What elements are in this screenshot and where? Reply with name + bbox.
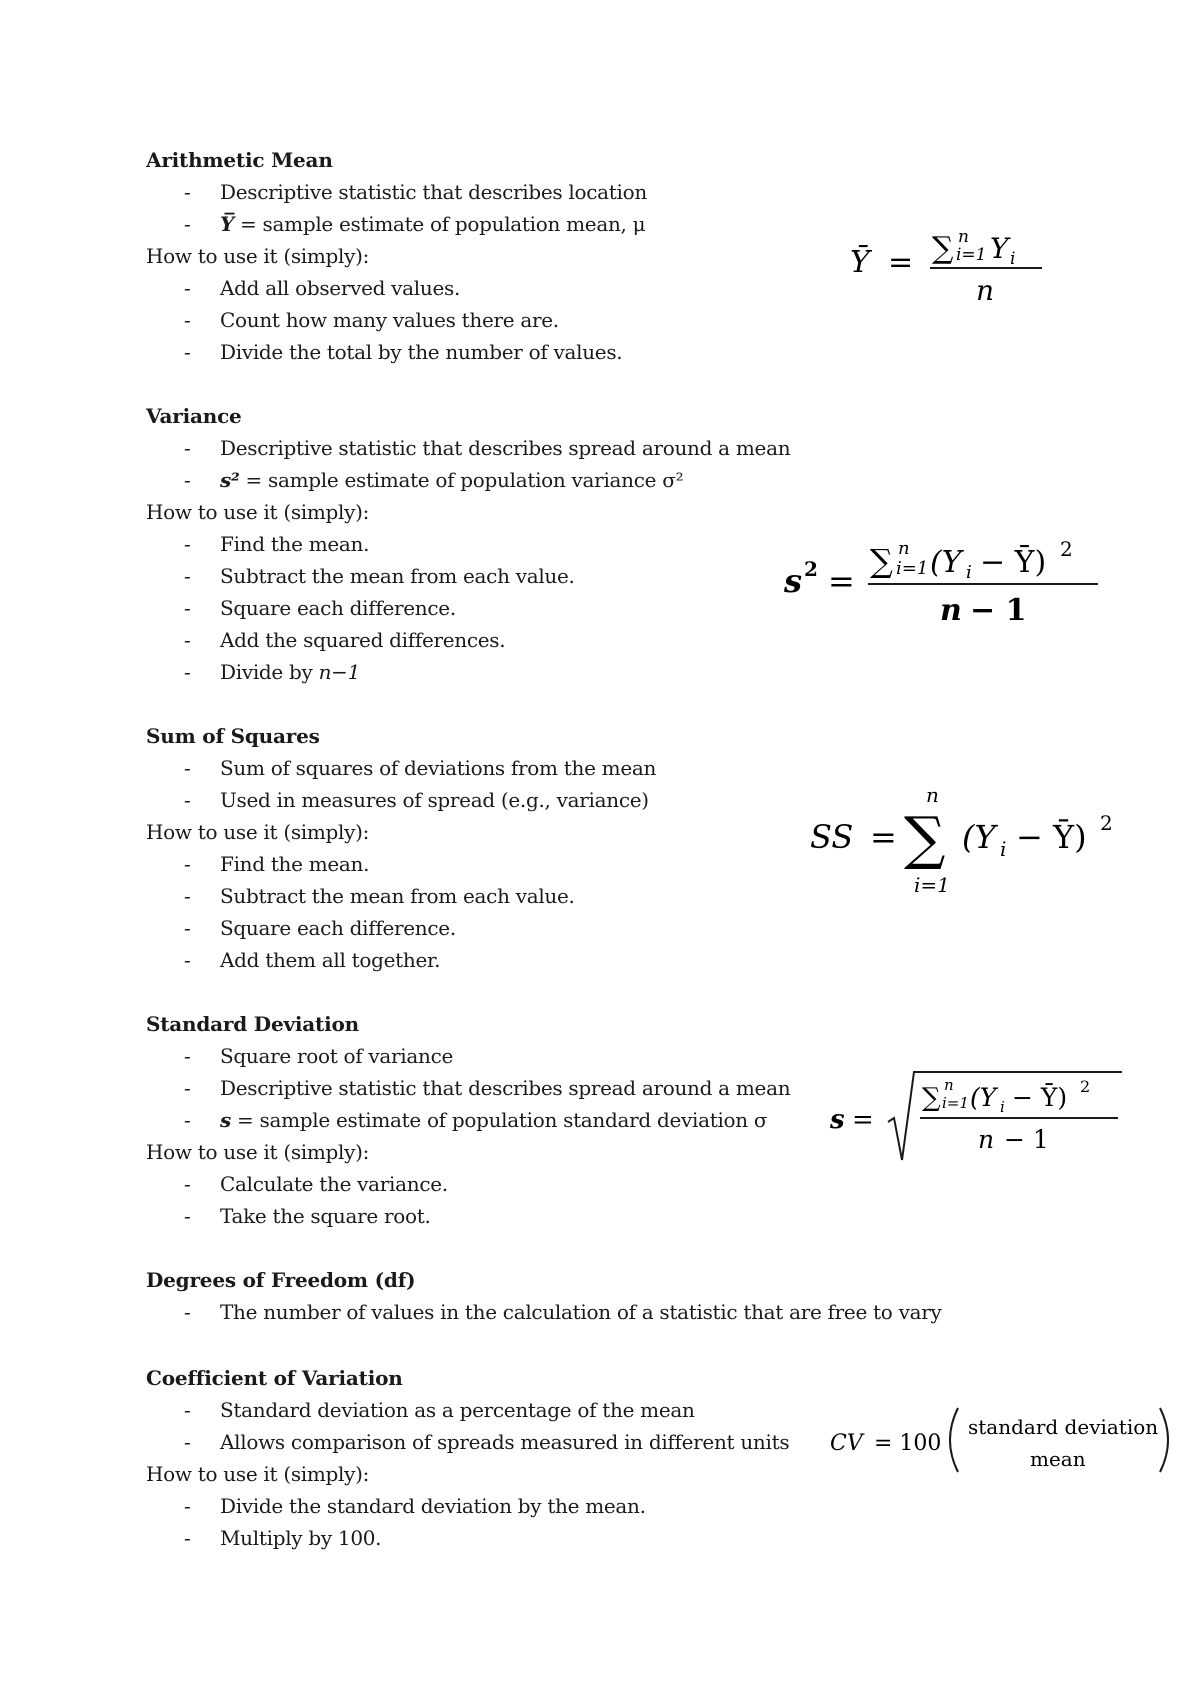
- svg-text:2: 2: [804, 557, 818, 581]
- svg-text:− Ȳ): − Ȳ): [1016, 818, 1087, 856]
- step-item: - Subtract the mean from each value.: [184, 884, 575, 908]
- bullet-item: - Descriptive statistic that describes spread around a mean: [184, 436, 791, 460]
- svg-text:Ȳ: Ȳ: [850, 245, 870, 280]
- bullet-item: - s = sample estimate of population standard deviation σ: [184, 1108, 768, 1132]
- svg-text:mean: mean: [1030, 1447, 1086, 1471]
- svg-text:=: =: [852, 1105, 874, 1135]
- svg-text:SS: SS: [810, 818, 854, 856]
- svg-text:∑: ∑: [904, 804, 946, 872]
- svg-text:− 1: − 1: [970, 593, 1027, 628]
- formula-sum-of-squares: [810, 780, 1130, 904]
- svg-text:(Y: (Y: [930, 545, 962, 580]
- formula-coefficient-of-variation: [830, 1400, 1180, 1484]
- howto-label: How to use it (simply):: [146, 500, 370, 524]
- svg-text:− Ȳ): − Ȳ): [980, 545, 1047, 580]
- section-title: Standard Deviation: [146, 1012, 359, 1036]
- svg-text:− 1: − 1: [1004, 1125, 1049, 1154]
- bullet-item: - Y̅ = sample estimate of population mean, μ: [184, 212, 646, 236]
- svg-text:Y: Y: [990, 232, 1009, 265]
- svg-text:2: 2: [1080, 1077, 1091, 1096]
- step-item: - Square each difference.: [184, 916, 456, 940]
- step-item: - Add them all together.: [184, 948, 441, 972]
- bullet-item: - Sum of squares of deviations from the mean: [184, 756, 657, 780]
- svg-text:n: n: [978, 1125, 995, 1154]
- inline-symbol: Y̅: [220, 212, 234, 236]
- svg-text:n: n: [926, 783, 939, 807]
- svg-text:n: n: [976, 274, 995, 307]
- step-item: - Count how many values there are.: [184, 308, 559, 332]
- inline-symbol: s: [220, 1108, 231, 1132]
- svg-text:i=1: i=1: [942, 1094, 969, 1112]
- howto-label: How to use it (simply):: [146, 244, 370, 268]
- svg-text:n: n: [898, 538, 910, 559]
- step-item: - Square each difference.: [184, 596, 456, 620]
- svg-text:i: i: [1000, 1098, 1005, 1116]
- svg-text:=: =: [828, 562, 855, 600]
- svg-text:i=1: i=1: [956, 245, 987, 265]
- howto-label: How to use it (simply):: [146, 820, 370, 844]
- svg-text:i: i: [1010, 249, 1016, 269]
- formula-variance: [784, 532, 1104, 636]
- svg-text:n: n: [958, 227, 969, 247]
- bullet-item: - The number of values in the calculation of a statistic that are free to vary: [184, 1300, 942, 1324]
- step-item: - Add all observed values.: [184, 276, 461, 300]
- howto-label: How to use it (simply):: [146, 1462, 370, 1486]
- bullet-item: - Used in measures of spread (e.g., variance): [184, 788, 649, 812]
- svg-text:(Y: (Y: [970, 1083, 997, 1112]
- svg-text:i: i: [1000, 837, 1007, 861]
- section-title: Arithmetic Mean: [146, 148, 333, 172]
- svg-text:(Y: (Y: [962, 818, 996, 856]
- step-item: - Multiply by 100.: [184, 1526, 382, 1550]
- svg-text:i: i: [966, 562, 972, 583]
- step-item: - Take the square root.: [184, 1204, 431, 1228]
- bullet-item: - s² = sample estimate of population variance σ²: [184, 468, 684, 492]
- step-item: - Divide the standard deviation by the mean.: [184, 1494, 646, 1518]
- inline-symbol: s²: [220, 468, 240, 492]
- svg-text:i=1: i=1: [896, 558, 929, 579]
- bullet-item: - Descriptive statistic that describes spread around a mean: [184, 1076, 791, 1100]
- svg-text:n: n: [940, 593, 962, 628]
- svg-text:2: 2: [1100, 811, 1113, 835]
- bullet-item: - Descriptive statistic that describes location: [184, 180, 647, 204]
- step-item: - Subtract the mean from each value.: [184, 564, 575, 588]
- formula-standard-deviation: [830, 1068, 1130, 1172]
- step-item: - Add the squared differences.: [184, 628, 506, 652]
- section-degrees-of-freedom: [146, 1264, 1146, 1328]
- svg-text:s: s: [784, 562, 803, 600]
- svg-text:s: s: [830, 1105, 845, 1135]
- bullet-item: - Allows comparison of spreads measured in different units: [184, 1430, 790, 1454]
- svg-text:CV: CV: [830, 1431, 863, 1456]
- formula-mean: [850, 220, 1050, 314]
- svg-text:= 100: = 100: [874, 1431, 942, 1456]
- svg-text:i=1: i=1: [914, 873, 950, 897]
- section-title: Sum of Squares: [146, 724, 320, 748]
- svg-text:standard deviation: standard deviation: [968, 1415, 1159, 1439]
- svg-text:− Ȳ): − Ȳ): [1012, 1083, 1068, 1112]
- step-item: - Divide by n−1: [184, 660, 361, 684]
- inline-math: n−1: [318, 660, 361, 684]
- bullet-item: - Square root of variance: [184, 1044, 454, 1068]
- svg-text:2: 2: [1060, 537, 1073, 561]
- step-item: - Calculate the variance.: [184, 1172, 448, 1196]
- step-item: - Find the mean.: [184, 532, 370, 556]
- step-item: - Find the mean.: [184, 852, 370, 876]
- step-item: - Divide the total by the number of values.: [184, 340, 623, 364]
- howto-label: How to use it (simply):: [146, 1140, 370, 1164]
- section-title: Variance: [146, 404, 242, 428]
- svg-text:=: =: [870, 818, 897, 856]
- svg-text:=: =: [888, 245, 914, 280]
- svg-text:n: n: [944, 1076, 954, 1094]
- bullet-item: - Standard deviation as a percentage of the mean: [184, 1398, 695, 1422]
- svg-text:∑: ∑: [870, 542, 893, 580]
- svg-text:∑: ∑: [922, 1083, 941, 1113]
- section-title: Degrees of Freedom (df): [146, 1268, 416, 1292]
- svg-text:∑: ∑: [932, 231, 954, 266]
- section-title: Coefficient of Variation: [146, 1366, 403, 1390]
